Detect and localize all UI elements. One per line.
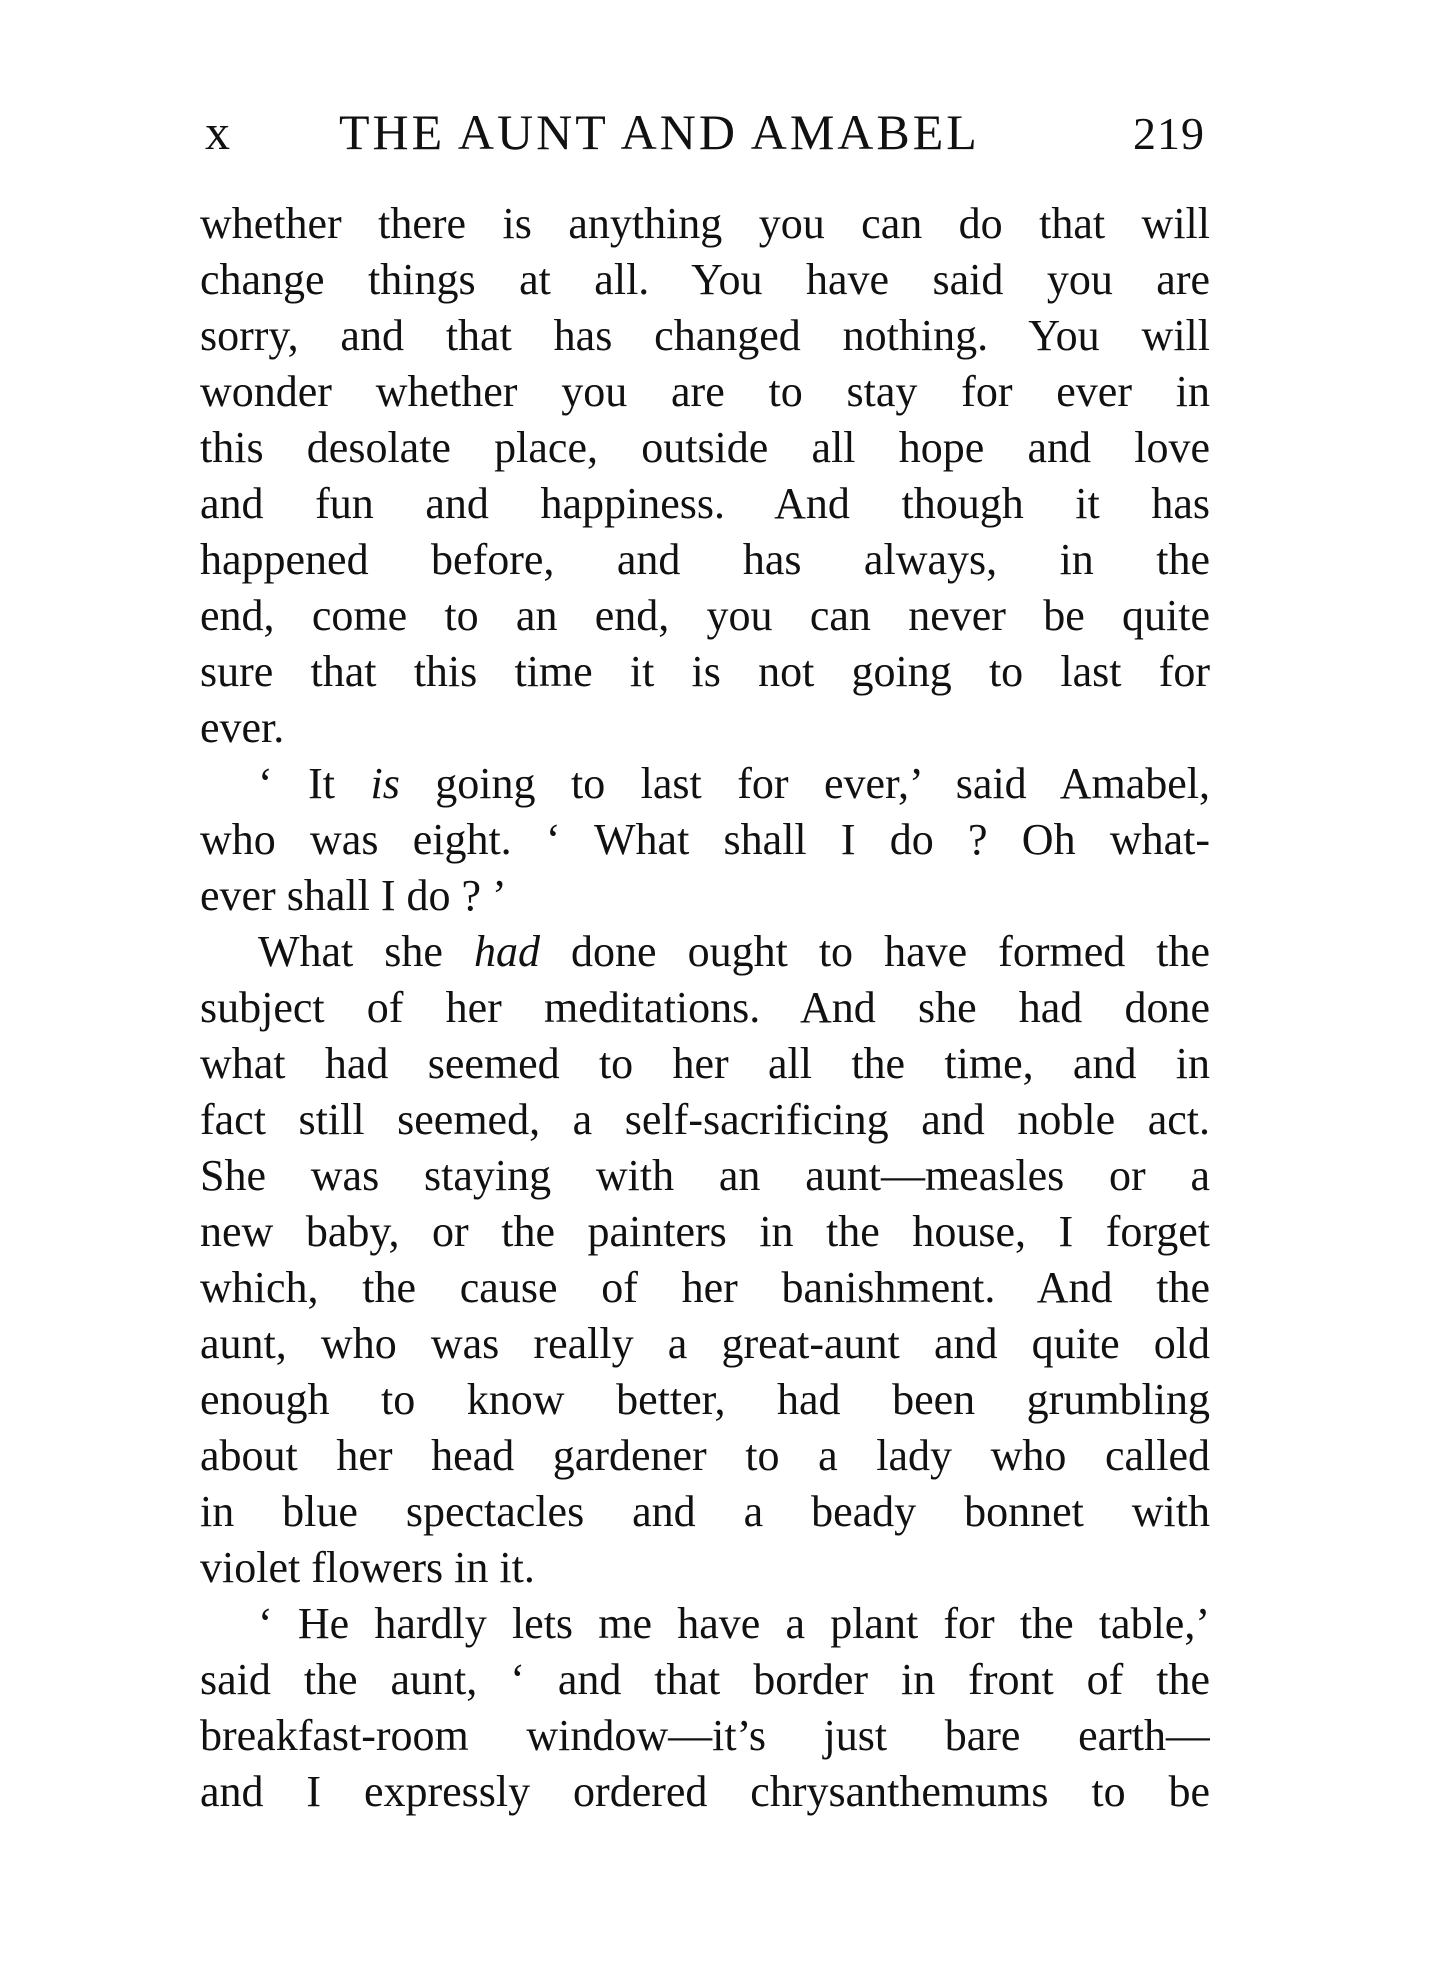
text-line: happened before, and has always, in the bbox=[200, 535, 1210, 584]
text-line: which, the cause of her banishment. And the bbox=[200, 1263, 1210, 1312]
emphasis: had bbox=[474, 927, 540, 976]
page-number: 219 bbox=[1133, 108, 1205, 159]
text-line: and I expressly ordered chrysanthemums to be bbox=[200, 1767, 1210, 1816]
text-line: violet flowers in it. bbox=[200, 1543, 535, 1592]
body-text bbox=[200, 196, 1210, 1820]
text-line bbox=[200, 756, 1210, 812]
text-line: whether there is anything you can do that will bbox=[200, 199, 1210, 248]
text-line: change things at all. You have said you are bbox=[200, 255, 1210, 304]
text-segment: ‘ It bbox=[258, 759, 371, 808]
text-line: wonder whether you are to stay for ever in bbox=[200, 367, 1210, 416]
text-segment: What she bbox=[258, 927, 474, 976]
text-line: breakfast-room window—it’s just bare earth— bbox=[200, 1711, 1210, 1760]
text-line: this desolate place, outside all hope and love bbox=[200, 423, 1210, 472]
text-line: in blue spectacles and a beady bonnet with bbox=[200, 1487, 1210, 1536]
text-line: subject of her meditations. And she had done bbox=[200, 983, 1210, 1032]
text-line: about her head gardener to a lady who called bbox=[200, 1431, 1210, 1480]
text-segment: going to last for ever,’ said Amabel, bbox=[399, 759, 1210, 808]
text-line: She was staying with an aunt—measles or a bbox=[200, 1151, 1210, 1200]
text-line: ‘ He hardly lets me have a plant for the table,’ bbox=[258, 1599, 1210, 1648]
text-line: end, come to an end, you can never be quite bbox=[200, 591, 1210, 640]
chapter-title: THE AUNT AND AMABEL bbox=[339, 104, 980, 160]
text-line: who was eight. ‘ What shall I do ? Oh what- bbox=[200, 815, 1210, 864]
text-line: ever. bbox=[200, 703, 285, 752]
emphasis: is bbox=[370, 759, 400, 808]
text-line: new baby, or the painters in the house, I forget bbox=[200, 1207, 1210, 1256]
text-segment: done ought to have formed the bbox=[540, 927, 1210, 976]
text-line: what had seemed to her all the time, and in bbox=[200, 1039, 1210, 1088]
text-line: sure that this time it is not going to last for bbox=[200, 647, 1210, 696]
text-line: fact still seemed, a self-sacrificing and noble act. bbox=[200, 1095, 1210, 1144]
chapter-number: x bbox=[205, 104, 231, 160]
text-line: sorry, and that has changed nothing. You will bbox=[200, 311, 1210, 360]
text-line: enough to know better, had been grumbling bbox=[200, 1375, 1210, 1424]
running-head bbox=[205, 102, 1205, 162]
text-line: aunt, who was really a great-aunt and quite old bbox=[200, 1319, 1210, 1368]
text-line: said the aunt, ‘ and that border in front of the bbox=[200, 1655, 1210, 1704]
text-line bbox=[200, 924, 1210, 980]
text-line: and fun and happiness. And though it has bbox=[200, 479, 1210, 528]
text-line: ever shall I do ? ’ bbox=[200, 871, 507, 920]
